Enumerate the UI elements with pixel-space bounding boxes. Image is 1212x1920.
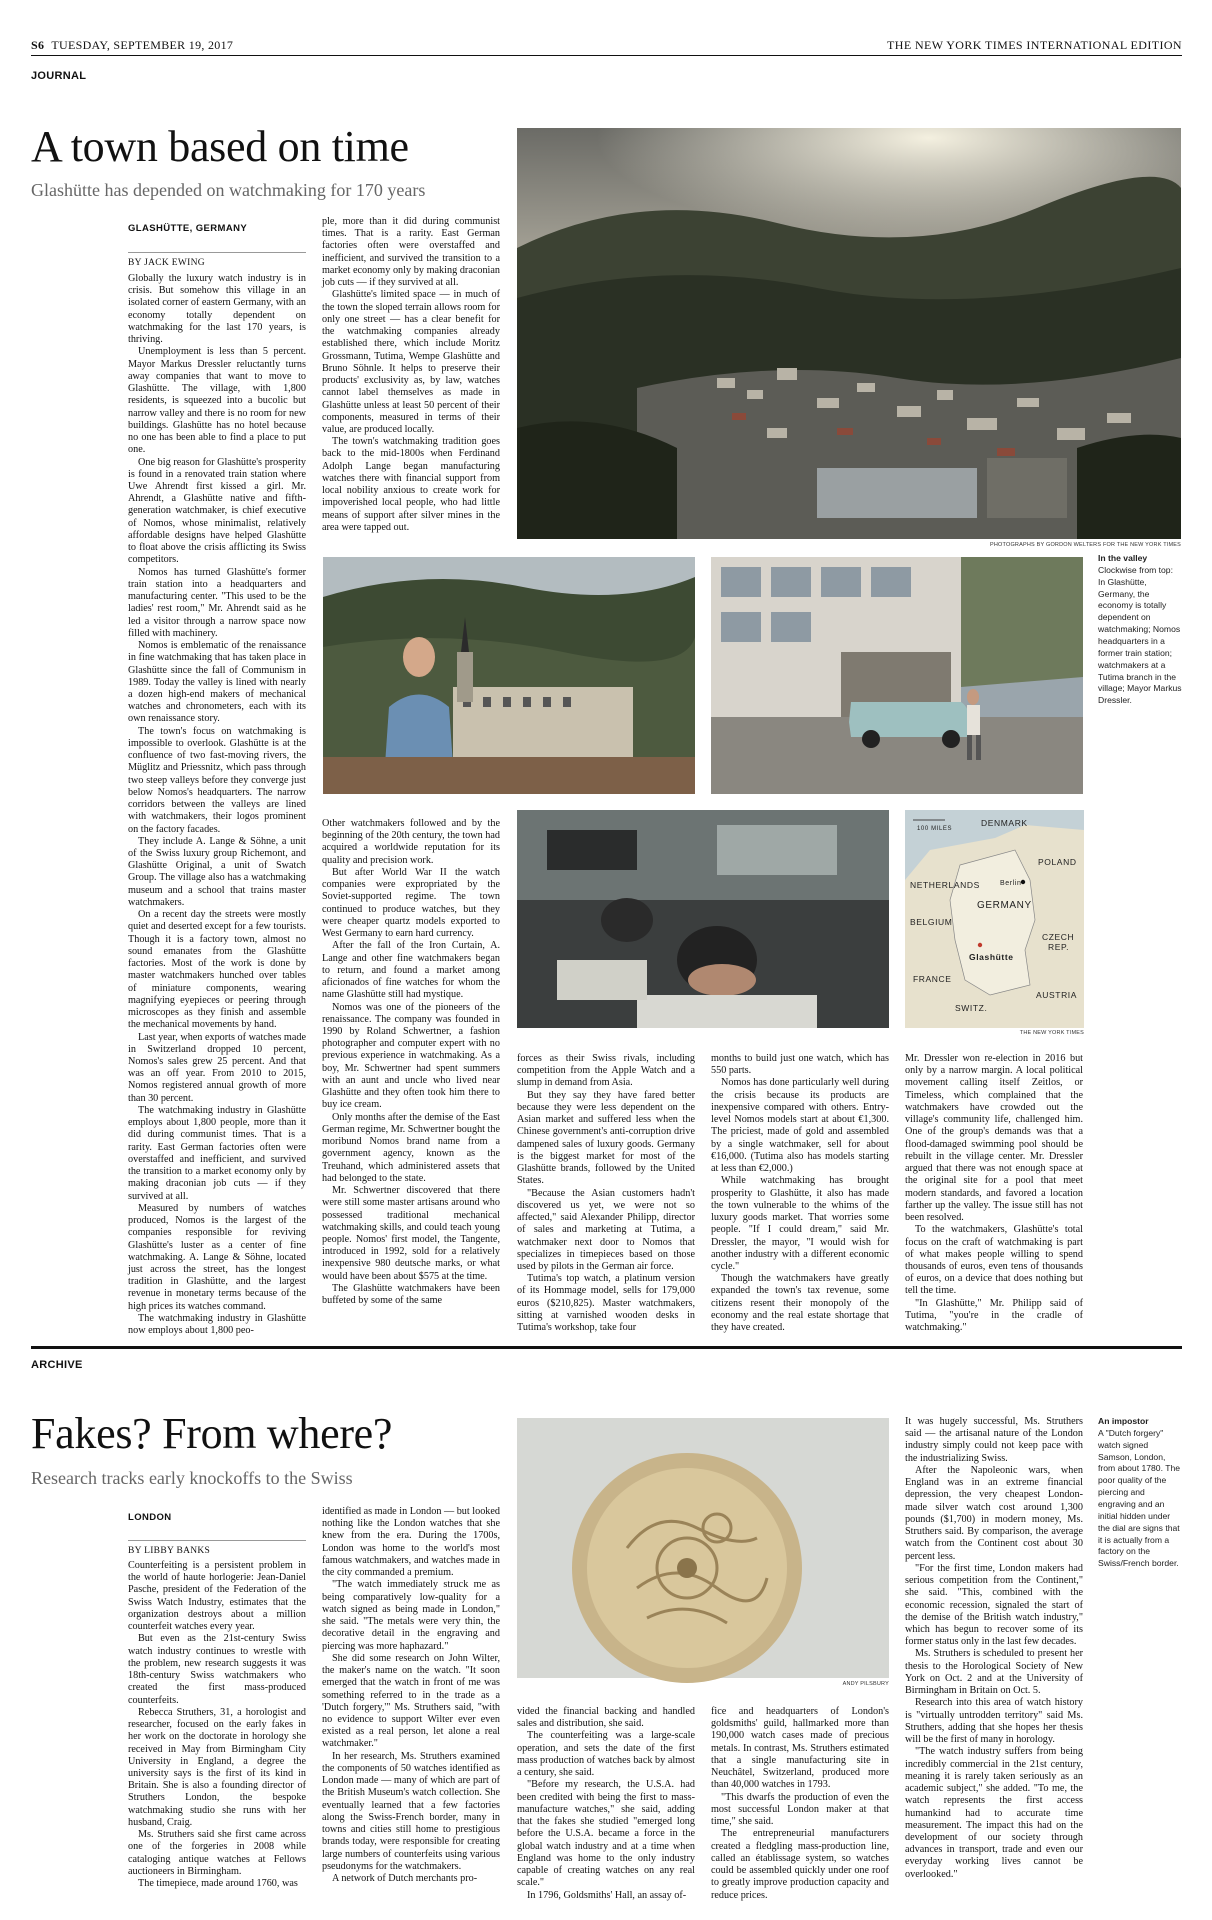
paragraph: On a recent day the streets were mostly quiet and deserted except for a few tourists. Though it is a factory town, almost no sound emanates from the Glashütte factories. Most of the work is done by master watchmakers hunched over tables of miniature components, wearing magnifying eyepieces or peering through microscopes as they finish and assemble the mechanical movements by hand. bbox=[128, 909, 306, 1031]
map-credit: THE NEW YORK TIMES bbox=[1019, 1030, 1084, 1036]
headline: A town based on time bbox=[31, 122, 409, 171]
dateline: LONDON bbox=[128, 1512, 172, 1523]
page-number: S6 bbox=[31, 38, 45, 52]
paragraph: Nomos is emblematic of the renaissance in fine watchmaking that has taken place in Glashütte since the fall of Communism in 1989. Today the valley is lined with nearly a dozen high-end makers of mechanical watches and chronometers, each with its own renaissance story. bbox=[128, 640, 306, 725]
byline: BY JACK EWING bbox=[128, 258, 205, 268]
article-column-5 bbox=[905, 1416, 1083, 1906]
paragraph: To the watchmakers, Glashütte's total focus on the craft of watchmaking is part of what makes people willing to spend thousands of euros, even tens of thousands of euros, on a device that does nothing but tell the time. bbox=[905, 1224, 1083, 1297]
masthead-rule bbox=[31, 55, 1182, 56]
article-column-2 bbox=[322, 1506, 500, 1906]
article-column-4 bbox=[711, 1053, 889, 1334]
map-label: CZECH bbox=[1042, 932, 1075, 942]
headline: Fakes? From where? bbox=[31, 1409, 393, 1458]
map-label: SWITZ. bbox=[955, 1003, 988, 1013]
paragraph: In her research, Ms. Struthers examined the components of 50 watches identified as London made — many of which are part of the British Museum's watch collection. She eventually learned that a few factories along the Swiss-French border, many in towns and cities still home to prestigious brands today, were responsible for creating large numbers of counterfeits using various pseudonyms for the watchmakers. bbox=[322, 1750, 500, 1872]
paragraph: It was hugely successful, Ms. Struthers said — the artisanal nature of the London industry simply could not keep pace with the industrializing Swiss. bbox=[905, 1416, 1083, 1464]
paragraph: fice and headquarters of London's goldsmiths' guild, hallmarked more than 190,000 watch cases made of precious metals. In contrast, Ms. Struthers estimated that a single manufacturing site in Neuchâtel, Switzerland, produced more than 40,000 watches in 1793. bbox=[711, 1706, 889, 1791]
paragraph: While watchmaking has brought prosperity to Glashütte, it also has made the town vulnerable to the whims of the luxury goods market. That worries some people. "If I could dream," said Mr. Dressler, the mayor, "I would wish for another industry with a different economic cycle." bbox=[711, 1175, 889, 1272]
paragraph: The timepiece, made around 1760, was bbox=[138, 1878, 298, 1890]
map-label: Glashütte bbox=[969, 952, 1014, 962]
map-scale: 100 MILES bbox=[917, 826, 953, 832]
article-column-2-top bbox=[322, 216, 500, 536]
paragraph: "The watch industry suffers from being incredibly commercial in the 21st century, meaning it is rarely taken seriously as an academic subject," she added. "To me, the watch represents the first access humankind had to accurate time measurement. The impact this had on the development of our society through advances in transport, trade and even our everyday working lives cannot be overlooked." bbox=[905, 1746, 1083, 1880]
paragraph: forces as their Swiss rivals, including competition from the Apple Watch and a slump in demand from Asia. bbox=[517, 1053, 695, 1089]
paragraph: Measured by numbers of watches produced, Nomos is the largest of the companies responsible for reviving Glashütte's luster as a center of fine watchmaking. A. Lange & Söhne, located just across the street, has the longest tradition in Glashütte, and the largest revenue in monetary terms because of the high prices its watches command. bbox=[128, 1202, 306, 1312]
paragraph: The town's watchmaking tradition goes back to the mid-1800s when Ferdinand Adolph Lange began manufacturing watches there with financial support from local nobility anxious to create work for impoverished local people, who had little means of support after silver mines in the area were tapped out. bbox=[322, 436, 500, 533]
nomos-headquarters-photo bbox=[711, 557, 1083, 794]
paragraph: The counterfeiting was a large-scale operation, and sets the date of the first mass production of watches back by almost a century, she said. bbox=[517, 1730, 695, 1779]
paragraph: The town's focus on watchmaking is impossible to overlook. Glashütte is at the confluence of two fast-moving rivers, the Müglitz and Priessnitz, which pass through two steep valleys before they converge just below Nomos's headquarters. The narrow corridors between the valleys are lined with watchmakers, their logos prominent on the factory facades. bbox=[128, 725, 306, 835]
paragraph: Mr. Schwertner discovered that there were still some master artisans around who possessed traditional mechanical watchmaking skills, and could teach young people. Nomos' first model, the Tangente, introduced in 1992, sold for a relatively inexpensive 980 deutsche marks, or what would have been about $575 at the time. bbox=[322, 1185, 500, 1282]
valley-photo bbox=[517, 128, 1181, 539]
subhead: Glashütte has depended on watchmaking for 170 years bbox=[31, 180, 426, 200]
paragraph: months to build just one watch, which has 550 parts. bbox=[711, 1053, 889, 1077]
photo-caption bbox=[1098, 1416, 1182, 1570]
paragraph: But after World War II the watch companies were expropriated by the Soviet-supported regime. The town continued to produce watches, but they were cheaper quartz models exported to West Germany to earn hard currency. bbox=[322, 866, 500, 940]
paragraph: Nomos has turned Glashütte's former train station into a headquarters and manufacturing center. "This used to be the ladies' rest room," Mr. Ahrendt said as he led a visitor through a narrow space now filled with machinery. bbox=[128, 566, 306, 639]
paragraph: Other watchmakers followed and by the beginning of the 20th century, the town had acquired a worldwide reputation for its quality and precision work. bbox=[322, 818, 500, 866]
paragraph: Ms. Struthers is scheduled to present her thesis to the Horological Society of New York on Oct. 2 and at the University of Birmingham in Britain on Oct. 5. bbox=[905, 1648, 1083, 1697]
paragraph: "In Glashütte," Mr. Philipp said of Tutima, "you're in the cradle of watchmaking." bbox=[905, 1297, 1083, 1334]
byline-rule bbox=[128, 252, 306, 253]
paragraph: The watchmaking industry in Glashütte employs about 1,800 people, more than it did during communist times. That is a rarity. East German factories often were overstaffed and inefficient, and survived the transition to a market economy only by making draconian job cuts — if they survived at all. bbox=[128, 1104, 306, 1202]
paragraph: Glashütte's limited space — in much of the town the sloped terrain allows room for only one street — has a clear benefit for the watchmaking companies already established there, which include Moritz Grossmann, Tutima, Wempe Glashütte and Bruno Söhnle. It helps to preserve their products' exclusivity as, by law, watches cannot label themselves as made in Glashütte unless at least 50 percent of their components, measured in terms of their value, are produced locally. bbox=[322, 289, 500, 435]
article-column-1 bbox=[128, 273, 306, 1337]
byline: BY LIBBY BANKS bbox=[128, 1546, 211, 1556]
paragraph: Unemployment is less than 5 percent. Mayor Markus Dressler reluctantly turns away companies that want to move to Glashütte. The village, with 1,800 residents, is squeezed into a bucolic but narrow valley and there is no room for new buildings. Glashütte has no hotel because no one has been able to find a place to put one. bbox=[128, 346, 306, 456]
map-label: Berlin bbox=[1000, 880, 1022, 887]
article-column-3 bbox=[517, 1706, 695, 1906]
section-label-archive: ARCHIVE bbox=[31, 1359, 83, 1371]
paragraph: Last year, when exports of watches made in Switzerland dropped 10 percent, Nomos's sales grew 25 percent. And that was an off year. From 2010 to 2015, Nomos registered annual growth of more than 30 percent. bbox=[128, 1031, 306, 1104]
map-label: GERMANY bbox=[977, 900, 1032, 911]
paragraph: "For the first time, London makers had serious competition from the Continent," she said. "This, combined with the economic recession, signaled the start of the demise of the British watch industry," which has begun to recover some of its former status only in the last few decades. bbox=[905, 1562, 1083, 1648]
paragraph: Tutima's top watch, a platinum version of its Hommage model, sells for 179,000 euros ($210,825). Master watchmakers, sitting at varnished wooden desks in Tutima's workshop, take four bbox=[517, 1273, 695, 1334]
paragraph: The Glashütte watchmakers have been buffeted by some of the same bbox=[322, 1282, 500, 1307]
paragraph: Ms. Struthers said she first came across one of the forgeries in 2008 while cataloging antique watches at Fellows auctioneers in Birmingham. bbox=[128, 1829, 306, 1877]
map-label: BELGIUM bbox=[910, 917, 953, 927]
article-column-1 bbox=[128, 1560, 306, 1905]
paragraph: The entrepreneurial manufacturers created a fledgling mass-production line, called an établissage system, so watches could be assembled quickly under one roof to greatly improve production capacity and reduce prices. bbox=[711, 1828, 889, 1901]
byline-rule bbox=[128, 1540, 306, 1541]
page-folio bbox=[31, 38, 233, 53]
caption-text: Clockwise from top: In Glashütte, Germany, the economy is totally dependent on watchmaking; Nomos headquarters in a former train station; watchmakers at a Tutima branch in the village; Mayor Markus Dressler. bbox=[1098, 564, 1182, 706]
paragraph: Globally the luxury watch industry is in crisis. But somehow this village in an isolated corner of eastern Germany, with an economy totally dependent on watchmaking for the last 170 years, is thriving. bbox=[128, 273, 306, 346]
issue-date: TUESDAY, SEPTEMBER 19, 2017 bbox=[51, 38, 234, 52]
paragraph: ple, more than it did during communist times. That is a rarity. East German factories often were overstaffed and inefficient, and survived the transition to a market economy only by making draconian job cuts — if they survived at all. bbox=[322, 216, 500, 289]
paragraph: "Before my research, the U.S.A. had been credited with being the first to mass-manufacture watches," she said, adding that the fakes she studied "emerged long before the U.S.A. became a force in the global watch industry and at a time when England was home to the only industry capable of creating watches on any real scale." bbox=[517, 1779, 695, 1889]
paragraph: "The watch immediately struck me as being comparatively low-quality for a watch signed as being made in London," she said. "The metals were very thin, the decorative detail in the engraving and piercing was more haphazard." bbox=[322, 1579, 500, 1652]
watchmakers-photo bbox=[517, 810, 889, 1028]
paragraph: Only months after the demise of the East German regime, Mr. Schwertner bought the moribund Nomos brand name from a government agency, known as the Treuhand, which administered assets that had belonged to the state. bbox=[322, 1111, 500, 1184]
paragraph: identified as made in London — but looked nothing like the London watches that she knew from the era. During the 1700s, London was home to the world's most famous watchmakers, and watches made in the city commanded a premium. bbox=[322, 1506, 500, 1579]
section-divider bbox=[31, 1346, 1182, 1349]
map-label: AUSTRIA bbox=[1036, 990, 1078, 1000]
paragraph: Research into this area of watch history is "virtually untrodden territory" said Ms. Struthers, adding that she hopes her thesis will be the first of many in horology. bbox=[905, 1697, 1083, 1746]
paragraph: But even as the 21st-century Swiss watch industry continues to wrestle with the problem, new research suggests it was 18th-century Swiss watchmakers who created the first mass-produced counterfeits. bbox=[128, 1633, 306, 1706]
paragraph: In 1796, Goldsmiths' Hall, an assay of- bbox=[527, 1889, 687, 1901]
germany-map bbox=[905, 810, 1084, 1028]
photo-caption bbox=[1098, 553, 1182, 707]
dateline: GLASHÜTTE, GERMANY bbox=[128, 223, 248, 234]
photo-credit: ANDY PILSBURY bbox=[842, 1681, 889, 1687]
article-column-4 bbox=[711, 1706, 889, 1906]
caption-text: A "Dutch forgery" watch signed Samson, London, from about 1780. The poor quality of the piercing and engraving and an initial hidden under the dial are signs that it is actually from a factory on the Swiss/French border. bbox=[1098, 1427, 1181, 1569]
map-label: DENMARK bbox=[981, 818, 1028, 828]
map-label: REP. bbox=[1048, 942, 1070, 952]
paragraph: One big reason for Glashütte's prosperity is found in a renovated train station where Uwe Ahrendt first kissed a girl. Mr. Ahrendt, a Glashütte native and fifth-generation watchmaker, is chief executive of Nomos, whose minimalist, relatively affordable designs have helped Glashütte to float above the crisis afflicting its Swiss competitors. bbox=[128, 456, 306, 566]
paragraph: The watchmaking industry in Glashütte now employs about 1,800 peo- bbox=[128, 1312, 306, 1337]
paragraph: Counterfeiting is a persistent problem in the world of haute horlogerie: Jean-Daniel Pasche, president of the Federation of the Swiss Watch Industry, estimates that the organization destroys about a million counterfeit watches every year. bbox=[128, 1560, 306, 1633]
article-column-5 bbox=[905, 1053, 1083, 1334]
forged-watch-photo bbox=[517, 1418, 889, 1678]
paragraph: She did some research on John Wilter, the maker's name on the watch. "It soon emerged that the watch in front of me was something referred to in the trade as a 'Dutch forgery,'" Ms. Struthers said, "with no evidence to support Wilter ever even existed as a real person, let alone a real watchmaker." bbox=[322, 1652, 500, 1750]
paragraph: Rebecca Struthers, 31, a horologist and researcher, focused on the early fakes in her work on the doctorate in horology she received in May from Birmingham City University in England, a degree the university says is the first of its kind in Britain. She is also a founding director of Struthers London, the bespoke watchmaking studio she runs with her husband, Craig. bbox=[128, 1706, 306, 1828]
caption-title: An impostor bbox=[1098, 1416, 1149, 1426]
paragraph: After the Napoleonic wars, when England was in an extreme financial depression, the very cheapest London-made silver watch cost around 1,300 pounds ($1,700) in modern money, Ms. Struthers said. By comparison, the average watch from the Continent cost about 30 percent less. bbox=[905, 1464, 1083, 1562]
paragraph: A network of Dutch merchants pro- bbox=[332, 1873, 478, 1885]
map-label: FRANCE bbox=[913, 974, 952, 984]
paragraph: "This dwarfs the production of even the most successful London maker at that time," she said. bbox=[711, 1791, 889, 1828]
paragraph: Nomos was one of the pioneers of the renaissance. The company was founded in 1990 by Roland Schwertner, a fashion photographer and computer expert with no previous experience in watchmaking. As a boy, Mr. Schwertner had spent summers with an aunt and uncle who lived near Glashütte and they often took him there to buy ice cream. bbox=[322, 1001, 500, 1111]
mayor-photo bbox=[323, 557, 695, 794]
subhead: Research tracks early knockoffs to the Swiss bbox=[31, 1468, 353, 1488]
paragraph: They include A. Lange & Söhne, a unit of the Swiss luxury group Richemont, and Glashütte Original, a unit of Swatch Group. The village also has a watchmaking museum and a school that trains master watchmakers. bbox=[128, 835, 306, 908]
publication-name: THE NEW YORK TIMES INTERNATIONAL EDITION bbox=[887, 38, 1182, 52]
photo-credit: PHOTOGRAPHS BY GORDON WELTERS FOR THE NEW YORK TIMES bbox=[989, 542, 1181, 548]
article-column-2-bottom bbox=[322, 818, 500, 1320]
caption-title: In the valley bbox=[1098, 553, 1148, 563]
paragraph: Though the watchmakers have greatly expanded the town's tax revenue, some citizens resent their monopoly of the economy and the real estate shortage that they have created. bbox=[711, 1273, 889, 1334]
paragraph: Mr. Dressler won re-election in 2016 but only by a narrow margin. A local political movement calling itself Zeitlos, or Timeless, which complained that the watchmakers have crowded out the village's community life, challenged him. One of the group's demands was that a flood-damaged swimming pool should be rebuilt in the village center. Mr. Dressler argued that there was not enough space at the original site for a pool that meet modern standards, and favored a location farther up the valley. The issue still has not been resolved. bbox=[905, 1053, 1083, 1224]
map-label: POLAND bbox=[1038, 857, 1077, 867]
section-label-journal: JOURNAL bbox=[31, 70, 87, 82]
paragraph: vided the financial backing and handled sales and distribution, she said. bbox=[517, 1706, 695, 1730]
map-label: NETHERLANDS bbox=[910, 880, 980, 890]
paragraph: Nomos has done particularly well during the crisis because its products are inexpensive compared with others. Entry-level Nomos models start at about €1,300. The priciest, made of gold and assembled by a single watchmaker, sell for about €16,000. (Tutima also has models starting at less than €2,000.) bbox=[711, 1077, 889, 1175]
paragraph: But they say they have fared better because they were less dependent on the Asian market and suffered less when the Chinese government's anti-corruption drive dampened sales of luxury goods. Germany is the biggest market for most of the Glashütte brands, followed by the United States. bbox=[517, 1089, 695, 1187]
article-column-3 bbox=[517, 1053, 695, 1334]
paragraph: "Because the Asian customers hadn't discovered us yet, we were not so affected," said Alexander Philipp, director of sales and marketing at Tutima, a watchmaker next door to Nomos that specializes in timepieces based on those used by pilots in the German air force. bbox=[517, 1187, 695, 1272]
paragraph: After the fall of the Iron Curtain, A. Lange and other fine watchmakers began to return, and found a market among aficionados of fine watches for whom the name Glashütte still had mystique. bbox=[322, 940, 500, 1001]
